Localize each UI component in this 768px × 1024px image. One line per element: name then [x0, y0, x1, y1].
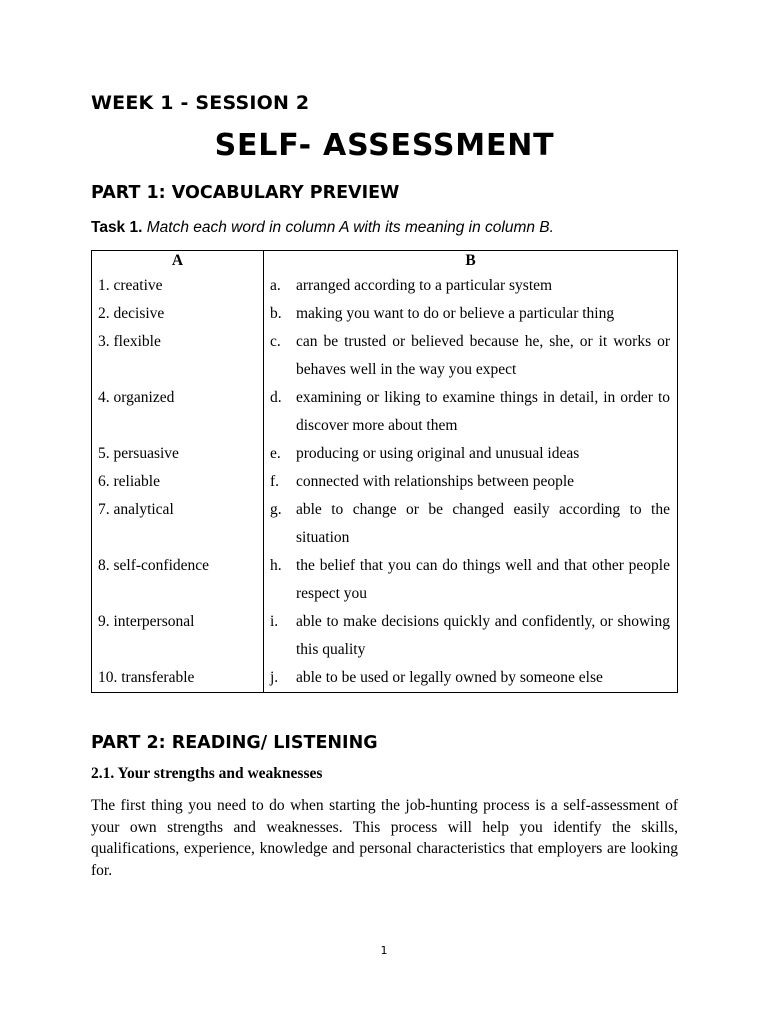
meaning-letter: a. [270, 277, 281, 294]
column-b-header: B [465, 252, 476, 269]
meaning-letter: f. [270, 473, 280, 490]
vocab-word: 8. self-confidence [92, 552, 264, 608]
meaning-letter: g. [270, 501, 282, 518]
meaning-text: able to make decisions quickly and confidently, or showing this quality [296, 613, 670, 658]
meaning-text: connected with relationships between people [296, 473, 575, 490]
meaning-text: able to be used or legally owned by someone else [296, 669, 603, 686]
vocab-word: 5. persuasive [92, 440, 264, 468]
vocab-word: 10. transferable [92, 664, 264, 693]
part2-heading: PART 2: READING/ LISTENING [91, 733, 378, 753]
table-row [92, 328, 678, 384]
table-row [92, 384, 678, 440]
meaning-letter: b. [270, 305, 282, 322]
meaning-letter: e. [270, 445, 281, 462]
meaning-text: making you want to do or believe a particular thing [296, 305, 615, 322]
meaning-text: examining or liking to examine things in detail, in order to discover more about them [296, 389, 670, 434]
meaning-letter: i. [270, 613, 279, 630]
page-title: SELF- ASSESSMENT [214, 128, 555, 163]
table-row [92, 272, 678, 300]
vocabulary-table-body [92, 272, 678, 693]
table-header-row [92, 251, 678, 273]
task-text: Match each word in column A with its meaning in column B. [146, 219, 554, 236]
section-subheading: 2.1. Your strengths and weaknesses [91, 765, 323, 782]
page-number: 1 [380, 944, 388, 957]
meaning-letter: d. [270, 389, 282, 406]
vocab-word: 1. creative [92, 272, 264, 300]
vocabulary-table [91, 250, 678, 693]
meaning-letter: j. [270, 669, 279, 686]
meaning-text: arranged according to a particular system [296, 277, 553, 294]
task-label: Task 1. [91, 219, 143, 236]
table-row [92, 440, 678, 468]
reading-paragraph: The first thing you need to do when starting the job-hunting process is a self-assessment of your own strengths and weaknesses. This process will help you identify the skills, qualifications, experience, knowledge and personal characteristics that employers are looking for. [91, 797, 678, 879]
meaning-text: can be trusted or believed because he, she, or it works or behaves well in the way you expect [296, 333, 670, 378]
table-row [92, 300, 678, 328]
table-row [92, 468, 678, 496]
vocab-word: 4. organized [92, 384, 264, 440]
meaning-text: the belief that you can do things well and that other people respect you [296, 557, 670, 602]
vocab-word: 9. interpersonal [92, 608, 264, 664]
meaning-text: able to change or be changed easily according to the situation [296, 501, 670, 546]
table-row [92, 608, 678, 664]
table-row [92, 496, 678, 552]
part1-heading: PART 1: VOCABULARY PREVIEW [91, 183, 400, 203]
column-a-header: A [92, 251, 264, 273]
vocab-word: 7. analytical [92, 496, 264, 552]
task-instruction [91, 219, 554, 237]
table-row [92, 552, 678, 608]
meaning-letter: h. [270, 557, 282, 574]
table-row [92, 664, 678, 693]
vocab-word: 3. flexible [92, 328, 264, 384]
meaning-letter: c. [270, 333, 281, 350]
vocab-word: 6. reliable [92, 468, 264, 496]
vocab-word: 2. decisive [92, 300, 264, 328]
session-label: WEEK 1 - SESSION 2 [91, 92, 310, 114]
meaning-text: producing or using original and unusual ideas [296, 445, 580, 462]
